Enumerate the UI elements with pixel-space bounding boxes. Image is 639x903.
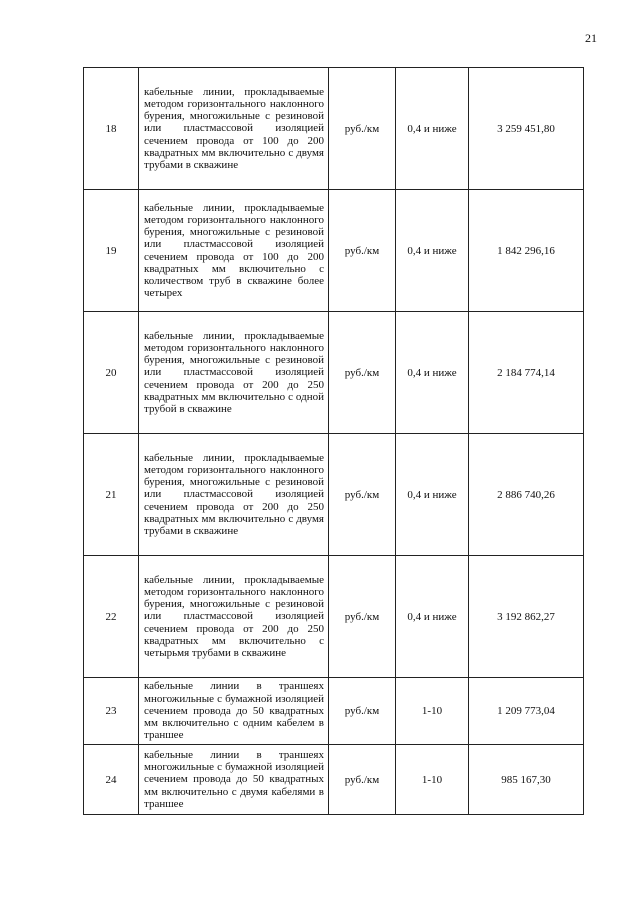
row-price: 3 259 451,80 [469, 68, 584, 190]
row-price: 3 192 862,27 [469, 556, 584, 678]
row-number: 19 [84, 190, 139, 312]
row-unit: руб./км [329, 678, 396, 745]
row-unit: руб./км [329, 68, 396, 190]
row-price: 1 209 773,04 [469, 678, 584, 745]
row-description-cell [139, 556, 329, 678]
row-voltage: 1-10 [396, 678, 469, 745]
table-row [84, 678, 584, 745]
row-description: кабельные линии, прокладываемые методом горизонтального наклонного бурения, многожильные с резиновой или пластмассовой изоляцией сечением провода от 200 до 250 квадратных мм включительно с одной трубой в скважине [144, 329, 324, 415]
row-price: 2 886 740,26 [469, 434, 584, 556]
row-description: кабельные линии в траншеях многожильные с бумажной изоляцией сечением провода до 50 квадратных мм включительно с двумя кабелями в траншее [144, 748, 324, 810]
row-description-cell [139, 312, 329, 434]
table-row [84, 68, 584, 190]
row-description: кабельные линии, прокладываемые методом горизонтального наклонного бурения, многожильные с резиновой или пластмассовой изоляцией сечением провода от 100 до 200 квадратных мм включительно с двумя трубами в скважине [144, 85, 324, 171]
row-description-cell [139, 745, 329, 815]
row-unit: руб./км [329, 745, 396, 815]
row-voltage: 0,4 и ниже [396, 312, 469, 434]
row-description: кабельные линии, прокладываемые методом горизонтального наклонного бурения, многожильные с резиновой или пластмассовой изоляцией сечением провода от 100 до 200 квадратных мм включительно с количеством труб в скважине более четырех [144, 201, 324, 300]
row-voltage: 1-10 [396, 745, 469, 815]
table-row [84, 745, 584, 815]
row-number: 24 [84, 745, 139, 815]
row-description-cell [139, 190, 329, 312]
row-description-cell [139, 434, 329, 556]
row-description: кабельные линии, прокладываемые методом горизонтального наклонного бурения, многожильные с резиновой или пластмассовой изоляцией сечением провода от 200 до 250 квадратных мм включительно с двумя трубами в скважине [144, 451, 324, 537]
row-description-cell [139, 678, 329, 745]
table-row [84, 312, 584, 434]
row-number: 22 [84, 556, 139, 678]
row-unit: руб./км [329, 556, 396, 678]
row-unit: руб./км [329, 312, 396, 434]
row-voltage: 0,4 и ниже [396, 434, 469, 556]
table-row [84, 190, 584, 312]
row-number: 18 [84, 68, 139, 190]
row-unit: руб./км [329, 434, 396, 556]
table-row [84, 434, 584, 556]
row-price: 1 842 296,16 [469, 190, 584, 312]
row-description: кабельные линии, прокладываемые методом горизонтального наклонного бурения, многожильные с резиновой или пластмассовой изоляцией сечением провода от 200 до 250 квадратных мм включительно с четырьмя трубами в скважине [144, 573, 324, 659]
rates-table [83, 67, 584, 815]
row-price: 2 184 774,14 [469, 312, 584, 434]
row-voltage: 0,4 и ниже [396, 556, 469, 678]
row-voltage: 0,4 и ниже [396, 68, 469, 190]
row-price: 985 167,30 [469, 745, 584, 815]
row-unit: руб./км [329, 190, 396, 312]
row-number: 20 [84, 312, 139, 434]
row-description: кабельные линии в траншеях многожильные с бумажной изоляцией сечением провода до 50 квадратных мм включительно с одним кабелем в траншее [144, 680, 324, 742]
row-description-cell [139, 68, 329, 190]
page-number: 21 [585, 31, 597, 45]
row-number: 21 [84, 434, 139, 556]
table-row [84, 556, 584, 678]
row-number: 23 [84, 678, 139, 745]
row-voltage: 0,4 и ниже [396, 190, 469, 312]
